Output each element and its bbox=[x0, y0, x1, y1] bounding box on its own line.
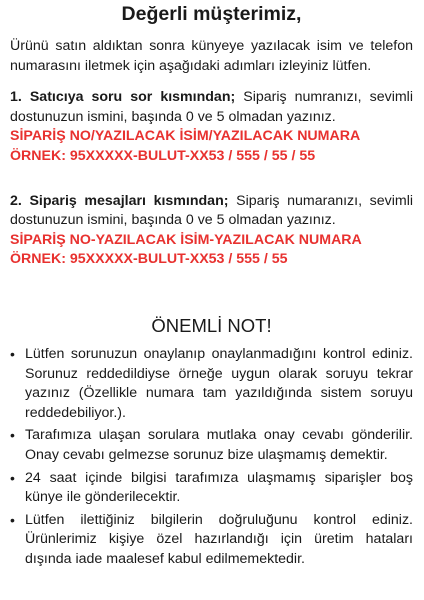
intro-paragraph: Ürünü satın aldıktan sonra künyeye yazılacak isim ve telefon numarasını iletmek için aşağıdaki adımları izleyiniz lütfen. bbox=[10, 38, 413, 74]
note-text: Tarafımıza ulaşan sorulara mutlaka onay cevabı gönderilir. Onay cevabı gelmezse sorunuz bize ulaşmamış demektir. bbox=[25, 427, 413, 463]
step-2-lead: 2. Sipariş mesajları kısmından; bbox=[10, 192, 229, 209]
bullet-icon: • bbox=[10, 469, 15, 486]
step-2-text: Sipariş numaranızı, sevimli dostunuzun ismini, başında 0 ve 5 olmadan yazınız. bbox=[10, 192, 413, 229]
step-1-paragraph bbox=[10, 88, 413, 127]
note-item bbox=[10, 469, 413, 508]
bullet-icon: • bbox=[10, 345, 15, 362]
bullet-icon: • bbox=[10, 427, 15, 444]
step-1-text: Sipariş numranızı, sevimli dostunuzun ismini, başında 0 ve 5 olmadan yazınız. bbox=[10, 89, 413, 125]
step-1-format: SİPARİŞ NO/YAZILACAK İSİM/YAZILACAK NUMARA bbox=[10, 128, 361, 145]
note-text: Lütfen sorunuzun onaylanıp onaylanmadığını kontrol ediniz. Sorunuz reddedildiyse örneğe uygun olarak soruyu tekrar yazınız (Özellikle numara tam yazıldığında sistem soruyu reddedebiliyor.). bbox=[25, 345, 413, 421]
note-text: Lütfen ilettiğiniz bilgilerin doğruluğunu kontrol ediniz. Ürünlerimiz kişiye özel hazırlandığı için üretim hataları dışında iade maalesef kabul edilmemektedir. bbox=[25, 511, 413, 567]
step-2-paragraph bbox=[10, 192, 413, 231]
step-1-lead: 1. Satıcıya soru sor kısmından; bbox=[10, 89, 236, 106]
note-item bbox=[10, 511, 413, 570]
step-2-example: ÖRNEK: 95XXXXX-BULUT-XX53 / 555 / 55 bbox=[10, 251, 288, 268]
note-item bbox=[10, 345, 413, 423]
greeting-heading: Değerli müşterimiz, bbox=[121, 3, 302, 25]
important-note-heading: ÖNEMLİ NOT! bbox=[151, 314, 272, 336]
step-2-format: SİPARİŞ NO-YAZILACAK İSİM-YAZILACAK NUMARA bbox=[10, 231, 362, 248]
step-1-example: ÖRNEK: 95XXXXX-BULUT-XX53 / 555 / 55 / 55 bbox=[10, 147, 316, 164]
note-item bbox=[10, 426, 413, 465]
note-text: 24 saat içinde bilgisi tarafımıza ulaşmamış siparişler boş künye ile gönderilecektir. bbox=[25, 469, 413, 506]
bullet-icon: • bbox=[10, 511, 15, 528]
important-notes-list bbox=[10, 345, 413, 570]
